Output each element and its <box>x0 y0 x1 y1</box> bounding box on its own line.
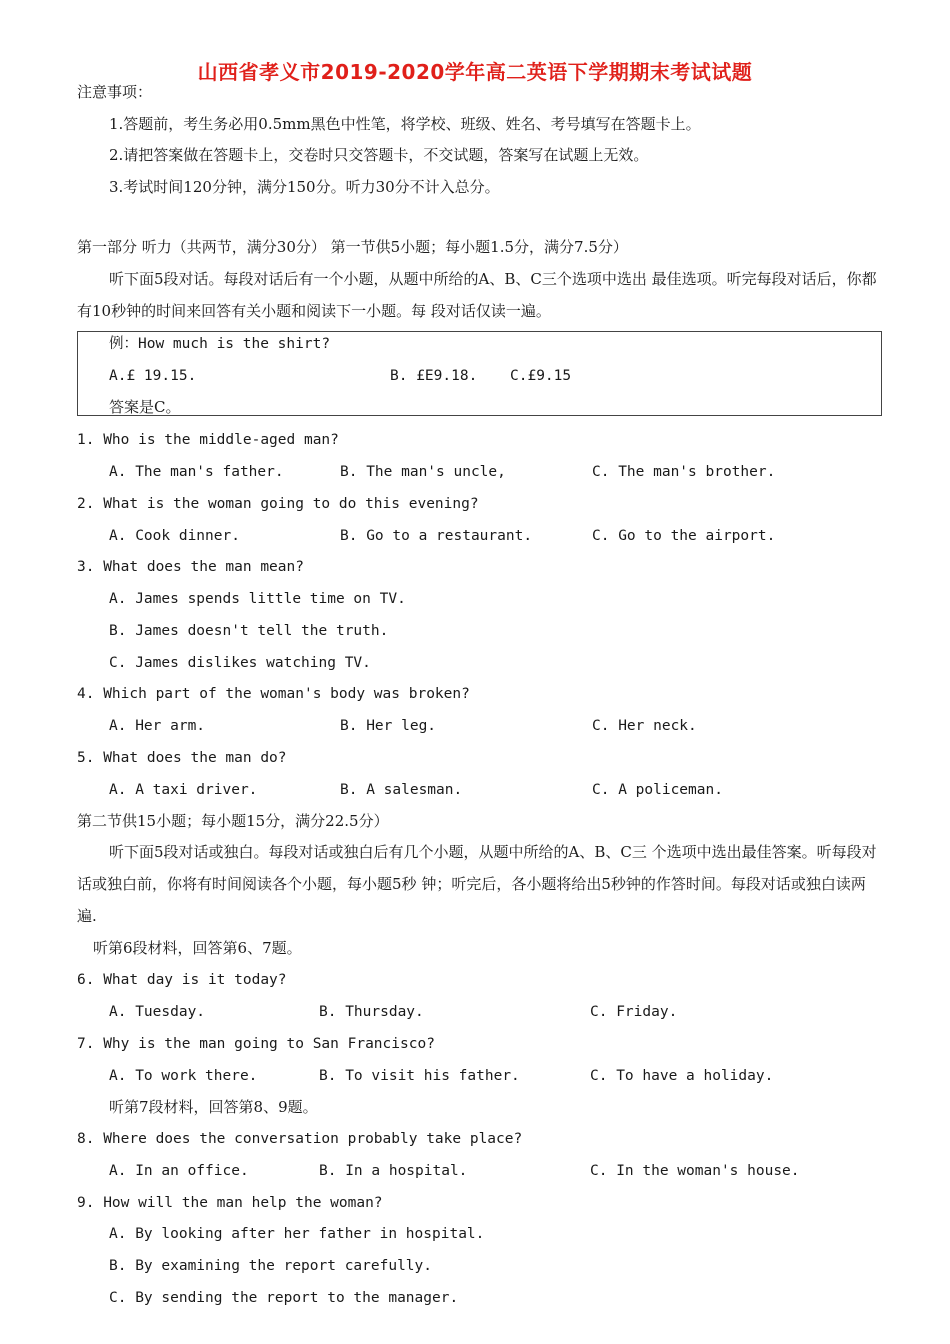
question-7: 7. Why is the man going to San Francisco? <box>77 1036 435 1052</box>
section2-instructions: 听下面5段对话或独白。每段对话或独白后有几个小题，从题中所给的A、B、C三 个选项中选出最佳答案。听每段对话或独白前，你将有时间阅读各个小题，每小题5秒 钟；听完后，各小题将给出5秒钟的作答时间。每段对话或独白读两遍. <box>77 843 877 925</box>
q8-option-c: C. In the woman's house. <box>590 1163 800 1179</box>
material-7-note: 听第7段材料，回答第8、9题。 <box>109 1098 318 1116</box>
question-1: 1. Who is the middle-aged man? <box>77 432 339 448</box>
q8-option-b: B. In a hospital. <box>319 1163 468 1179</box>
question-2: 2. What is the woman going to do this evening? <box>77 496 479 512</box>
q4-option-b: B. Her leg. <box>340 718 437 734</box>
note-item-3: 3.考试时间120分钟，满分150分。听力30分不计入总分。 <box>109 178 500 196</box>
notes-heading: 注意事项： <box>77 83 153 101</box>
q2-option-a: A. Cook dinner. <box>109 528 240 544</box>
q6-option-b: B. Thursday. <box>319 1004 424 1020</box>
example-question: 例：How much is the shirt? <box>109 336 331 352</box>
q9-option-b: B. By examining the report carefully. <box>109 1258 433 1274</box>
section2-heading: 第二节供15小题；每小题15分，满分22.5分） <box>77 812 389 830</box>
part1-instructions: 听下面5段对话。每段对话后有一个小题，从题中所给的A、B、C三个选项中选出 最佳选项。听完每段对话后，你都有10秒钟的时间来回答有关小题和阅读下一小题。每 段对话仅读一遍。 <box>77 270 877 320</box>
question-6: 6. What day is it today? <box>77 972 287 988</box>
q4-option-c: C. Her neck. <box>592 718 697 734</box>
q6-option-c: C. Friday. <box>590 1004 678 1020</box>
note-item-2: 2.请把答案做在答题卡上，交卷时只交答题卡，不交试题，答案写在试题上无效。 <box>109 146 649 164</box>
example-option-b: B. £E9.18. <box>390 368 478 384</box>
q1-option-c: C. The man's brother. <box>592 464 776 480</box>
q9-option-c: C. By sending the report to the manager. <box>109 1290 459 1306</box>
q6-option-a: A. Tuesday. <box>109 1004 206 1020</box>
q4-option-a: A. Her arm. <box>109 718 206 734</box>
part1-heading: 第一部分 听力（共两节，满分30分） 第一节供5小题；每小题1.5分，满分7.5分） <box>77 238 628 256</box>
q2-option-b: B. Go to a restaurant. <box>340 528 533 544</box>
q7-option-b: B. To visit his father. <box>319 1068 520 1084</box>
q1-option-b: B. The man's uncle, <box>340 464 506 480</box>
q7-option-c: C. To have a holiday. <box>590 1068 774 1084</box>
page-title: 山西省孝义市2019-2020学年高二英语下学期期末考试试题 <box>197 60 753 84</box>
material-6-note: 听第6段材料，回答第6、7题。 <box>93 939 302 957</box>
q1-option-a: A. The man's father. <box>109 464 284 480</box>
q3-option-b: B. James doesn't tell the truth. <box>109 623 389 639</box>
note-item-1: 1.答题前，考生务必用0.5mm黑色中性笔，将学校、班级、姓名、考号填写在答题卡上。 <box>109 115 701 133</box>
example-option-c: C.£9.15 <box>510 368 572 384</box>
example-answer: 答案是C。 <box>109 398 181 416</box>
question-8: 8. Where does the conversation probably take place? <box>77 1131 523 1147</box>
question-3: 3. What does the man mean? <box>77 559 304 575</box>
question-4: 4. Which part of the woman's body was broken? <box>77 686 470 702</box>
example-option-a: A.£ 19.15. <box>109 368 197 384</box>
q3-option-a: A. James spends little time on TV. <box>109 591 406 607</box>
q2-option-c: C. Go to the airport. <box>592 528 776 544</box>
question-9: 9. How will the man help the woman? <box>77 1195 383 1211</box>
q8-option-a: A. In an office. <box>109 1163 249 1179</box>
q7-option-a: A. To work there. <box>109 1068 258 1084</box>
q3-option-c: C. James dislikes watching TV. <box>109 655 371 671</box>
q5-option-c: C. A policeman. <box>592 782 723 798</box>
question-5: 5. What does the man do? <box>77 750 287 766</box>
q5-option-b: B. A salesman. <box>340 782 463 798</box>
q5-option-a: A. A taxi driver. <box>109 782 258 798</box>
q9-option-a: A. By looking after her father in hospital. <box>109 1226 485 1242</box>
